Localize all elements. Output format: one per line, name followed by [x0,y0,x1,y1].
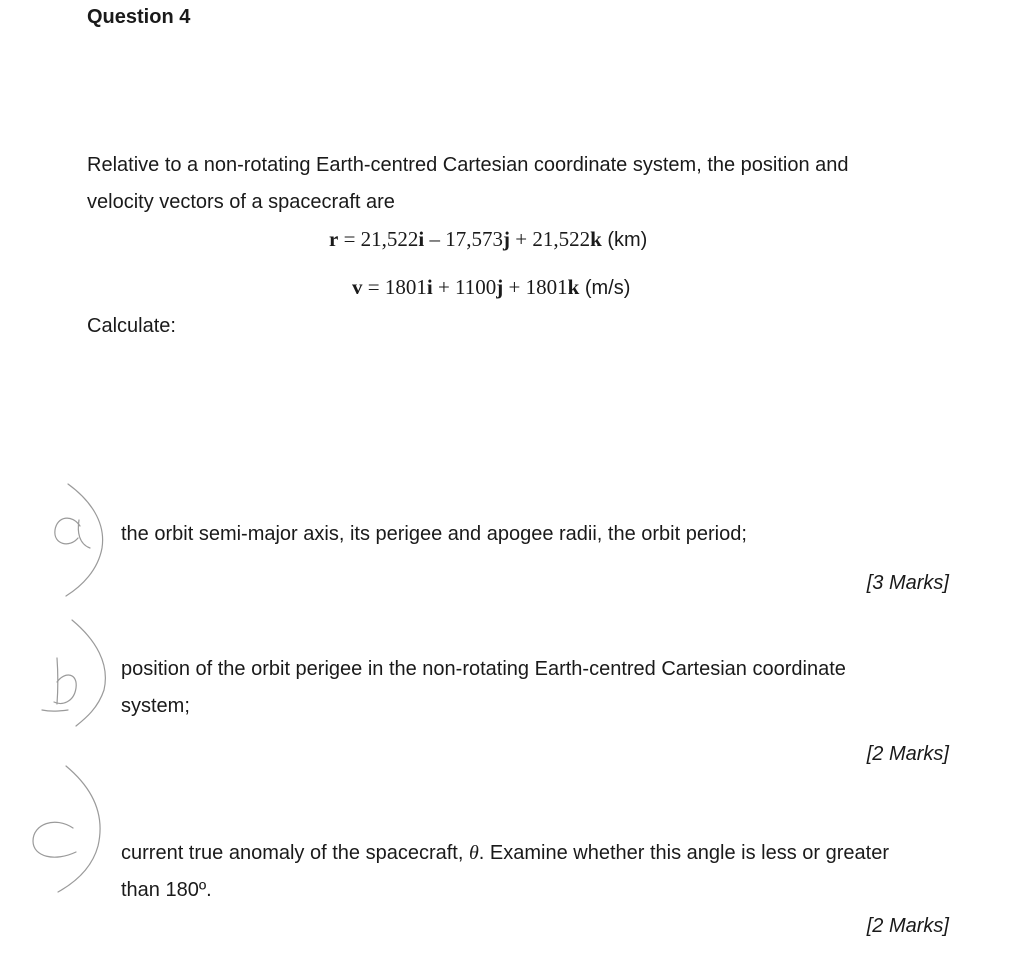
part-b-text-line-2: system; [121,695,190,717]
v-plus-term-1: + 1100 [432,275,497,299]
part-c-marks: [2 Marks] [866,915,949,937]
handwritten-label-c [33,766,100,892]
part-b-marks: [2 Marks] [866,743,949,765]
handwritten-label-b [42,620,105,726]
position-equation [329,227,647,252]
part-a-text: the orbit semi-major axis, its perigee and apogee radii, the orbit period; [121,523,747,545]
r-symbol: r [329,227,339,251]
v-equals: = 1801 [362,275,427,299]
r-i: i [418,227,425,251]
part-c-text-line-1 [121,841,889,865]
r-minus-term: – 17,573 [424,227,504,251]
part-c-text-before: current true anomaly of the spacecraft, [121,842,469,864]
v-j: j [496,275,504,299]
part-b-text-line-1: position of the orbit perigee in the non-rotating Earth-centred Cartesian coordinate [121,658,846,680]
v-symbol: v [352,275,363,299]
calculate-label: Calculate: [87,315,176,337]
r-plus-term: + 21,522 [510,227,591,251]
r-j: j [503,227,511,251]
intro-line-2: velocity vectors of a spacecraft are [87,191,395,213]
part-c-text-line-2: than 180º. [121,879,212,901]
question-title: Question 4 [87,6,191,28]
part-c-text-after: . Examine whether this angle is less or greater [478,842,889,864]
v-unit: (m/s) [579,277,631,299]
v-i: i [426,275,433,299]
theta-symbol: θ [468,842,479,864]
v-k: k [567,275,580,299]
velocity-equation [352,275,630,300]
r-equals: = 21,522 [338,227,419,251]
intro-line-1: Relative to a non-rotating Earth-centred Cartesian coordinate system, the position and [87,154,849,176]
v-plus-term-2: + 1801 [503,275,568,299]
part-a-marks: [3 Marks] [866,572,949,594]
r-k: k [590,227,602,251]
r-unit: (km) [601,229,648,251]
handwritten-label-a [55,484,103,596]
